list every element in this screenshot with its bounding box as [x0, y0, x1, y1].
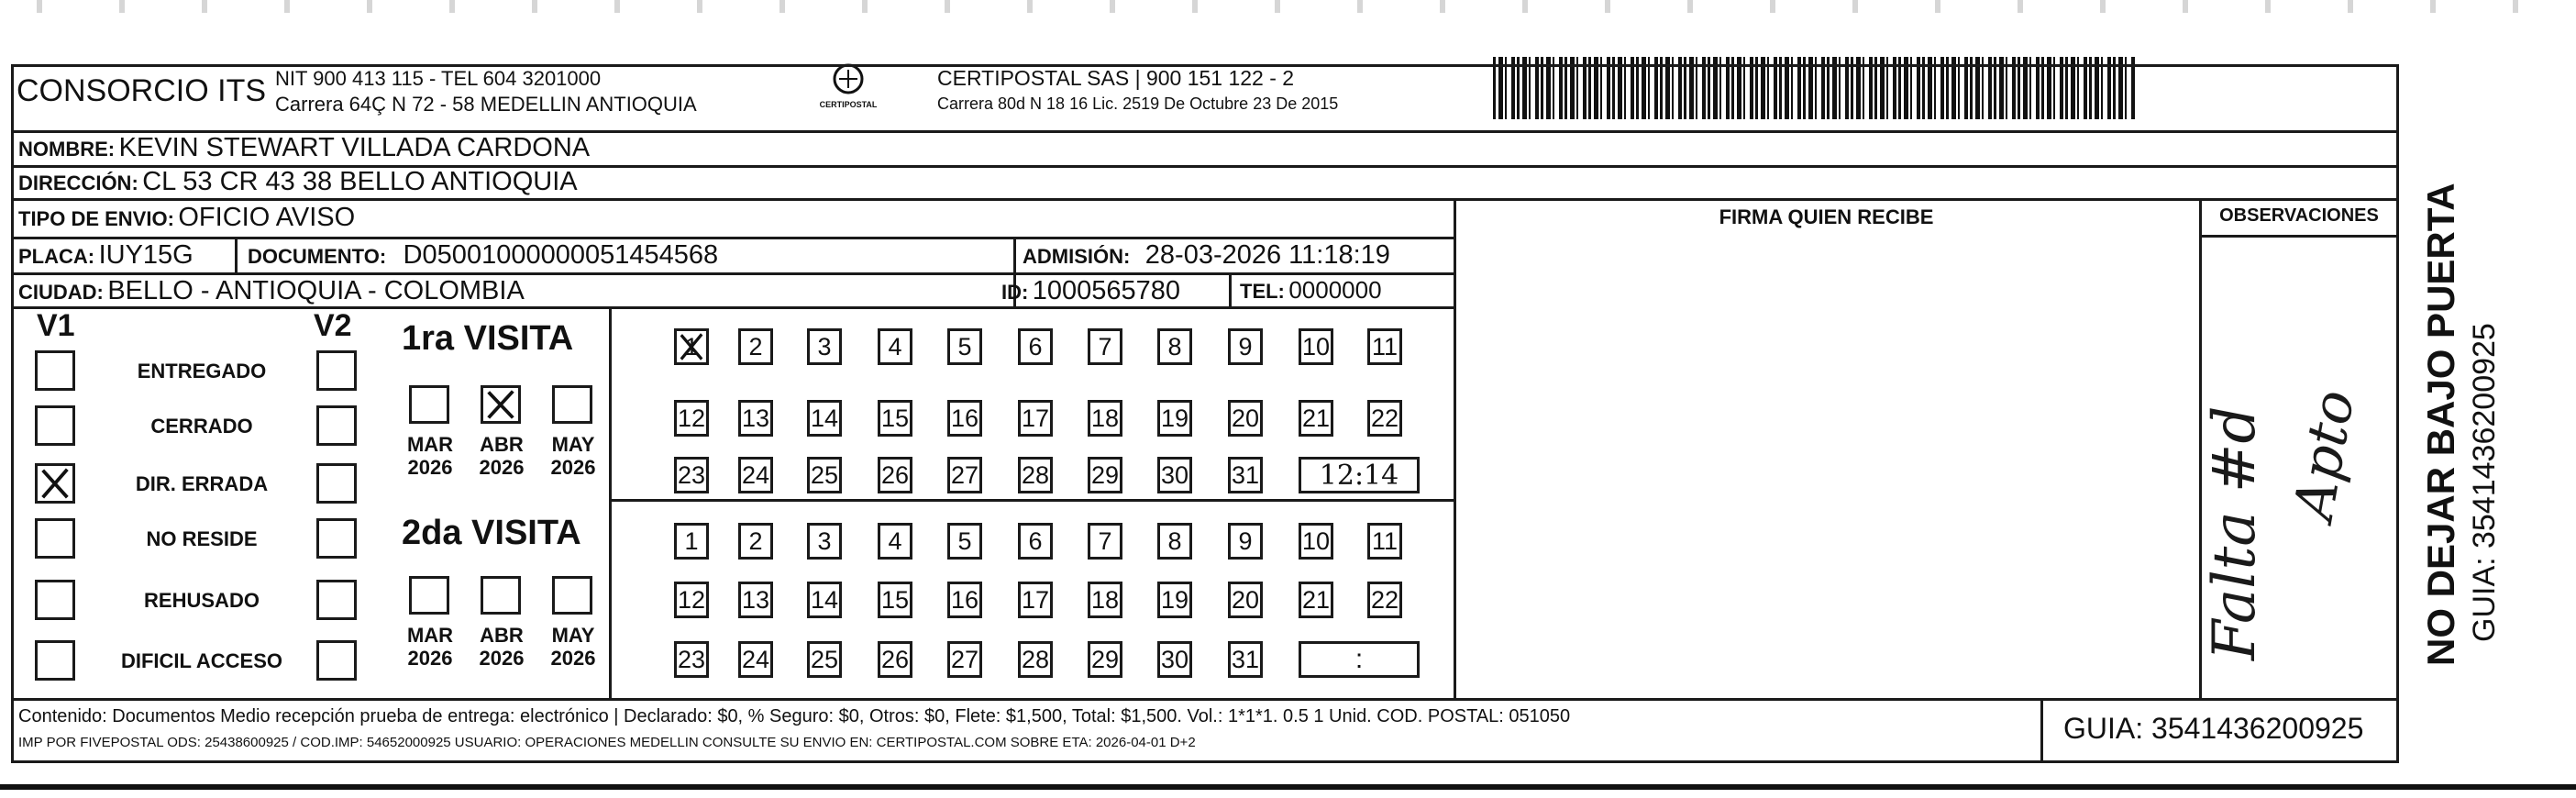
observaciones-label: OBSERVACIONES	[2219, 205, 2379, 226]
footer-guia: GUIA: 3541436200925	[2063, 712, 2364, 745]
v1-checkbox[interactable]	[35, 463, 75, 504]
day-box[interactable]: 24	[738, 457, 773, 493]
day-box[interactable]: 21	[1299, 400, 1333, 437]
day-box[interactable]: 23	[674, 457, 709, 493]
day-box[interactable]: 26	[878, 641, 912, 678]
logo-caption: CERTIPOSTAL	[819, 100, 878, 109]
carrier-line: CERTIPOSTAL SAS | 900 151 122 - 2	[937, 66, 1295, 90]
day-box[interactable]: 31	[1228, 641, 1263, 678]
nit-line: NIT 900 413 115 - TEL 604 3201000	[275, 67, 602, 90]
day-box[interactable]: 7	[1088, 523, 1122, 560]
nombre-value: KEVIN STEWART VILLADA CARDONA	[118, 133, 591, 162]
day-box[interactable]: 14	[807, 400, 842, 437]
month-label: MAR 2026	[406, 624, 454, 670]
day-box[interactable]: 29	[1088, 457, 1122, 493]
day-box[interactable]: 3	[807, 523, 842, 560]
day-box[interactable]: 30	[1157, 457, 1192, 493]
day-box[interactable]: 17	[1018, 582, 1053, 618]
visita2-title: 2da VISITA	[402, 514, 581, 552]
v1-checkbox[interactable]	[35, 405, 75, 446]
day-box[interactable]: 24	[738, 641, 773, 678]
placa-label: PLACA:	[18, 245, 95, 268]
day-box[interactable]: 8	[1157, 523, 1192, 560]
day-box[interactable]: 27	[947, 457, 982, 493]
day-box[interactable]: 6	[1018, 328, 1053, 365]
observaciones-note-2: Apto	[2282, 385, 2368, 526]
time-box[interactable]: 12:14	[1299, 457, 1420, 493]
day-box[interactable]: 25	[807, 641, 842, 678]
status-label: NO RESIDE	[146, 527, 258, 550]
day-box[interactable]: 17	[1018, 400, 1053, 437]
ciudad-value: BELLO - ANTIOQUIA - COLOMBIA	[107, 276, 525, 305]
month-label: MAY 2026	[550, 624, 596, 670]
tel-value: 0000000	[1288, 276, 1382, 304]
status-label: CERRADO	[150, 415, 253, 438]
day-box[interactable]: 8	[1157, 328, 1192, 365]
address-line: Carrera 64Ç N 72 - 58 MEDELLIN ANTIOQUIA	[275, 93, 697, 116]
day-box[interactable]: 15	[878, 400, 912, 437]
day-box[interactable]: 25	[807, 457, 842, 493]
day-box[interactable]: 19	[1157, 582, 1192, 618]
v1-checkbox[interactable]	[35, 518, 75, 559]
month-checkbox[interactable]	[409, 576, 449, 615]
v1-checkbox[interactable]	[35, 640, 75, 681]
observaciones-note-1: Falta #d	[2201, 405, 2269, 660]
documento-label: DOCUMENTO:	[248, 245, 387, 268]
visita1-title: 1ra VISITA	[402, 319, 574, 358]
month-checkbox[interactable]	[552, 576, 592, 615]
day-box[interactable]: 27	[947, 641, 982, 678]
bottom-cut-line	[0, 784, 2576, 790]
month-label: ABR 2026	[479, 624, 525, 670]
side-guia: GUIA: 3541436200925	[2467, 323, 2502, 642]
day-box[interactable]: 18	[1088, 582, 1122, 618]
day-box[interactable]: 12	[674, 582, 709, 618]
day-box[interactable]: 11	[1367, 328, 1402, 365]
day-box[interactable]: 10	[1299, 328, 1333, 365]
month-label: MAY 2026	[550, 433, 596, 479]
footer-content: Contenido: Documentos Medio recepción prueba de entrega: electrónico | Declarado: $0, % Seguro: $0, Otros: $0, Flete: $1,500, Total: $1,500. Vol.: 1*1*1. 0.5 1 Unid. COD. POSTAL: 051050	[18, 706, 1571, 726]
v2-checkbox[interactable]	[316, 640, 357, 681]
tipo-envio-label: TIPO DE ENVIO:	[18, 207, 174, 230]
v1-label: V1	[37, 308, 75, 343]
day-box[interactable]: 5	[947, 523, 982, 560]
day-box[interactable]: 9	[1228, 328, 1263, 365]
day-box[interactable]: 29	[1088, 641, 1122, 678]
id-label: ID:	[1001, 281, 1029, 304]
v2-checkbox[interactable]	[316, 518, 357, 559]
month-checkbox[interactable]	[481, 385, 521, 424]
status-label: REHUSADO	[144, 589, 260, 612]
day-box[interactable]: 19	[1157, 400, 1192, 437]
direccion-label: DIRECCIÓN:	[18, 172, 138, 194]
carrier-address: Carrera 80d N 18 16 Lic. 2519 De Octubre 23 De 2015	[937, 94, 1339, 113]
day-box[interactable]: 13	[738, 582, 773, 618]
day-box[interactable]: 18	[1088, 400, 1122, 437]
day-box[interactable]: 23	[674, 641, 709, 678]
day-box[interactable]: 22	[1367, 582, 1402, 618]
v2-checkbox[interactable]	[316, 463, 357, 504]
day-box[interactable]: 3	[807, 328, 842, 365]
day-box[interactable]: 1	[674, 328, 709, 365]
documento-value: D05001000000051454568	[403, 240, 719, 270]
day-box[interactable]: 31	[1228, 457, 1263, 493]
id-value: 1000565780	[1032, 276, 1181, 305]
day-box[interactable]: 21	[1299, 582, 1333, 618]
status-label: DIR. ERRADA	[135, 472, 269, 495]
day-box[interactable]: 22	[1367, 400, 1402, 437]
day-box[interactable]: 4	[878, 523, 912, 560]
placa-value: IUY15G	[98, 240, 193, 270]
month-checkbox[interactable]	[409, 385, 449, 424]
day-box[interactable]: 1	[674, 523, 709, 560]
admision-label: ADMISIÓN:	[1023, 245, 1131, 268]
day-box[interactable]: 4	[878, 328, 912, 365]
day-box[interactable]: 20	[1228, 400, 1263, 437]
day-box[interactable]: 10	[1299, 523, 1333, 560]
tipo-envio-value: OFICIO AVISO	[178, 203, 356, 232]
side-warning: NO DEJAR BAJO PUERTA	[2419, 183, 2462, 666]
admision-value: 28-03-2026 11:18:19	[1144, 240, 1390, 270]
direccion-value: CL 53 CR 43 38 BELLO ANTIOQUIA	[142, 167, 578, 196]
day-box[interactable]: 7	[1088, 328, 1122, 365]
day-box[interactable]: 20	[1228, 582, 1263, 618]
month-label: MAR 2026	[406, 433, 454, 479]
day-box[interactable]: 6	[1018, 523, 1053, 560]
day-box[interactable]: 2	[738, 328, 773, 365]
day-box[interactable]: 2	[738, 523, 773, 560]
day-box[interactable]: 9	[1228, 523, 1263, 560]
day-box[interactable]: 14	[807, 582, 842, 618]
month-label: ABR 2026	[479, 433, 525, 479]
v2-checkbox[interactable]	[316, 580, 357, 620]
ciudad-label: CIUDAD:	[18, 281, 104, 304]
status-label: DIFICIL ACCESO	[120, 649, 282, 672]
v2-checkbox[interactable]	[316, 350, 357, 391]
day-box[interactable]: 11	[1367, 523, 1402, 560]
status-label: ENTREGADO	[137, 360, 267, 382]
day-box[interactable]: 15	[878, 582, 912, 618]
day-box[interactable]: 16	[947, 400, 982, 437]
day-box[interactable]: 28	[1018, 641, 1053, 678]
top-perforation	[0, 0, 2576, 13]
footer-print-info: IMP POR FIVEPOSTAL ODS: 25438600925 / COD.IMP: 54652000925 USUARIO: OPERACIONES MEDELLIN CONSULTE SU ENVIO EN: CERTIPOSTAL.COM SOBRE ETA: 2026-04-01 D+2	[18, 735, 1196, 750]
day-box[interactable]: 5	[947, 328, 982, 365]
v2-checkbox[interactable]	[316, 405, 357, 446]
day-box[interactable]: 30	[1157, 641, 1192, 678]
day-box[interactable]: 28	[1018, 457, 1053, 493]
nombre-label: NOMBRE:	[18, 138, 116, 161]
time-box[interactable]: :	[1299, 641, 1420, 678]
month-checkbox[interactable]	[552, 385, 592, 424]
v2-label: V2	[314, 308, 352, 343]
v1-checkbox[interactable]	[35, 350, 75, 391]
day-box[interactable]: 13	[738, 400, 773, 437]
v1-checkbox[interactable]	[35, 580, 75, 620]
firma-label: FIRMA QUIEN RECIBE	[1719, 205, 1934, 228]
day-box[interactable]: 16	[947, 582, 982, 618]
day-box[interactable]: 26	[878, 457, 912, 493]
tel-label: TEL:	[1240, 280, 1285, 303]
month-checkbox[interactable]	[481, 576, 521, 615]
company-name: CONSORCIO ITS	[17, 73, 267, 108]
day-box[interactable]: 12	[674, 400, 709, 437]
